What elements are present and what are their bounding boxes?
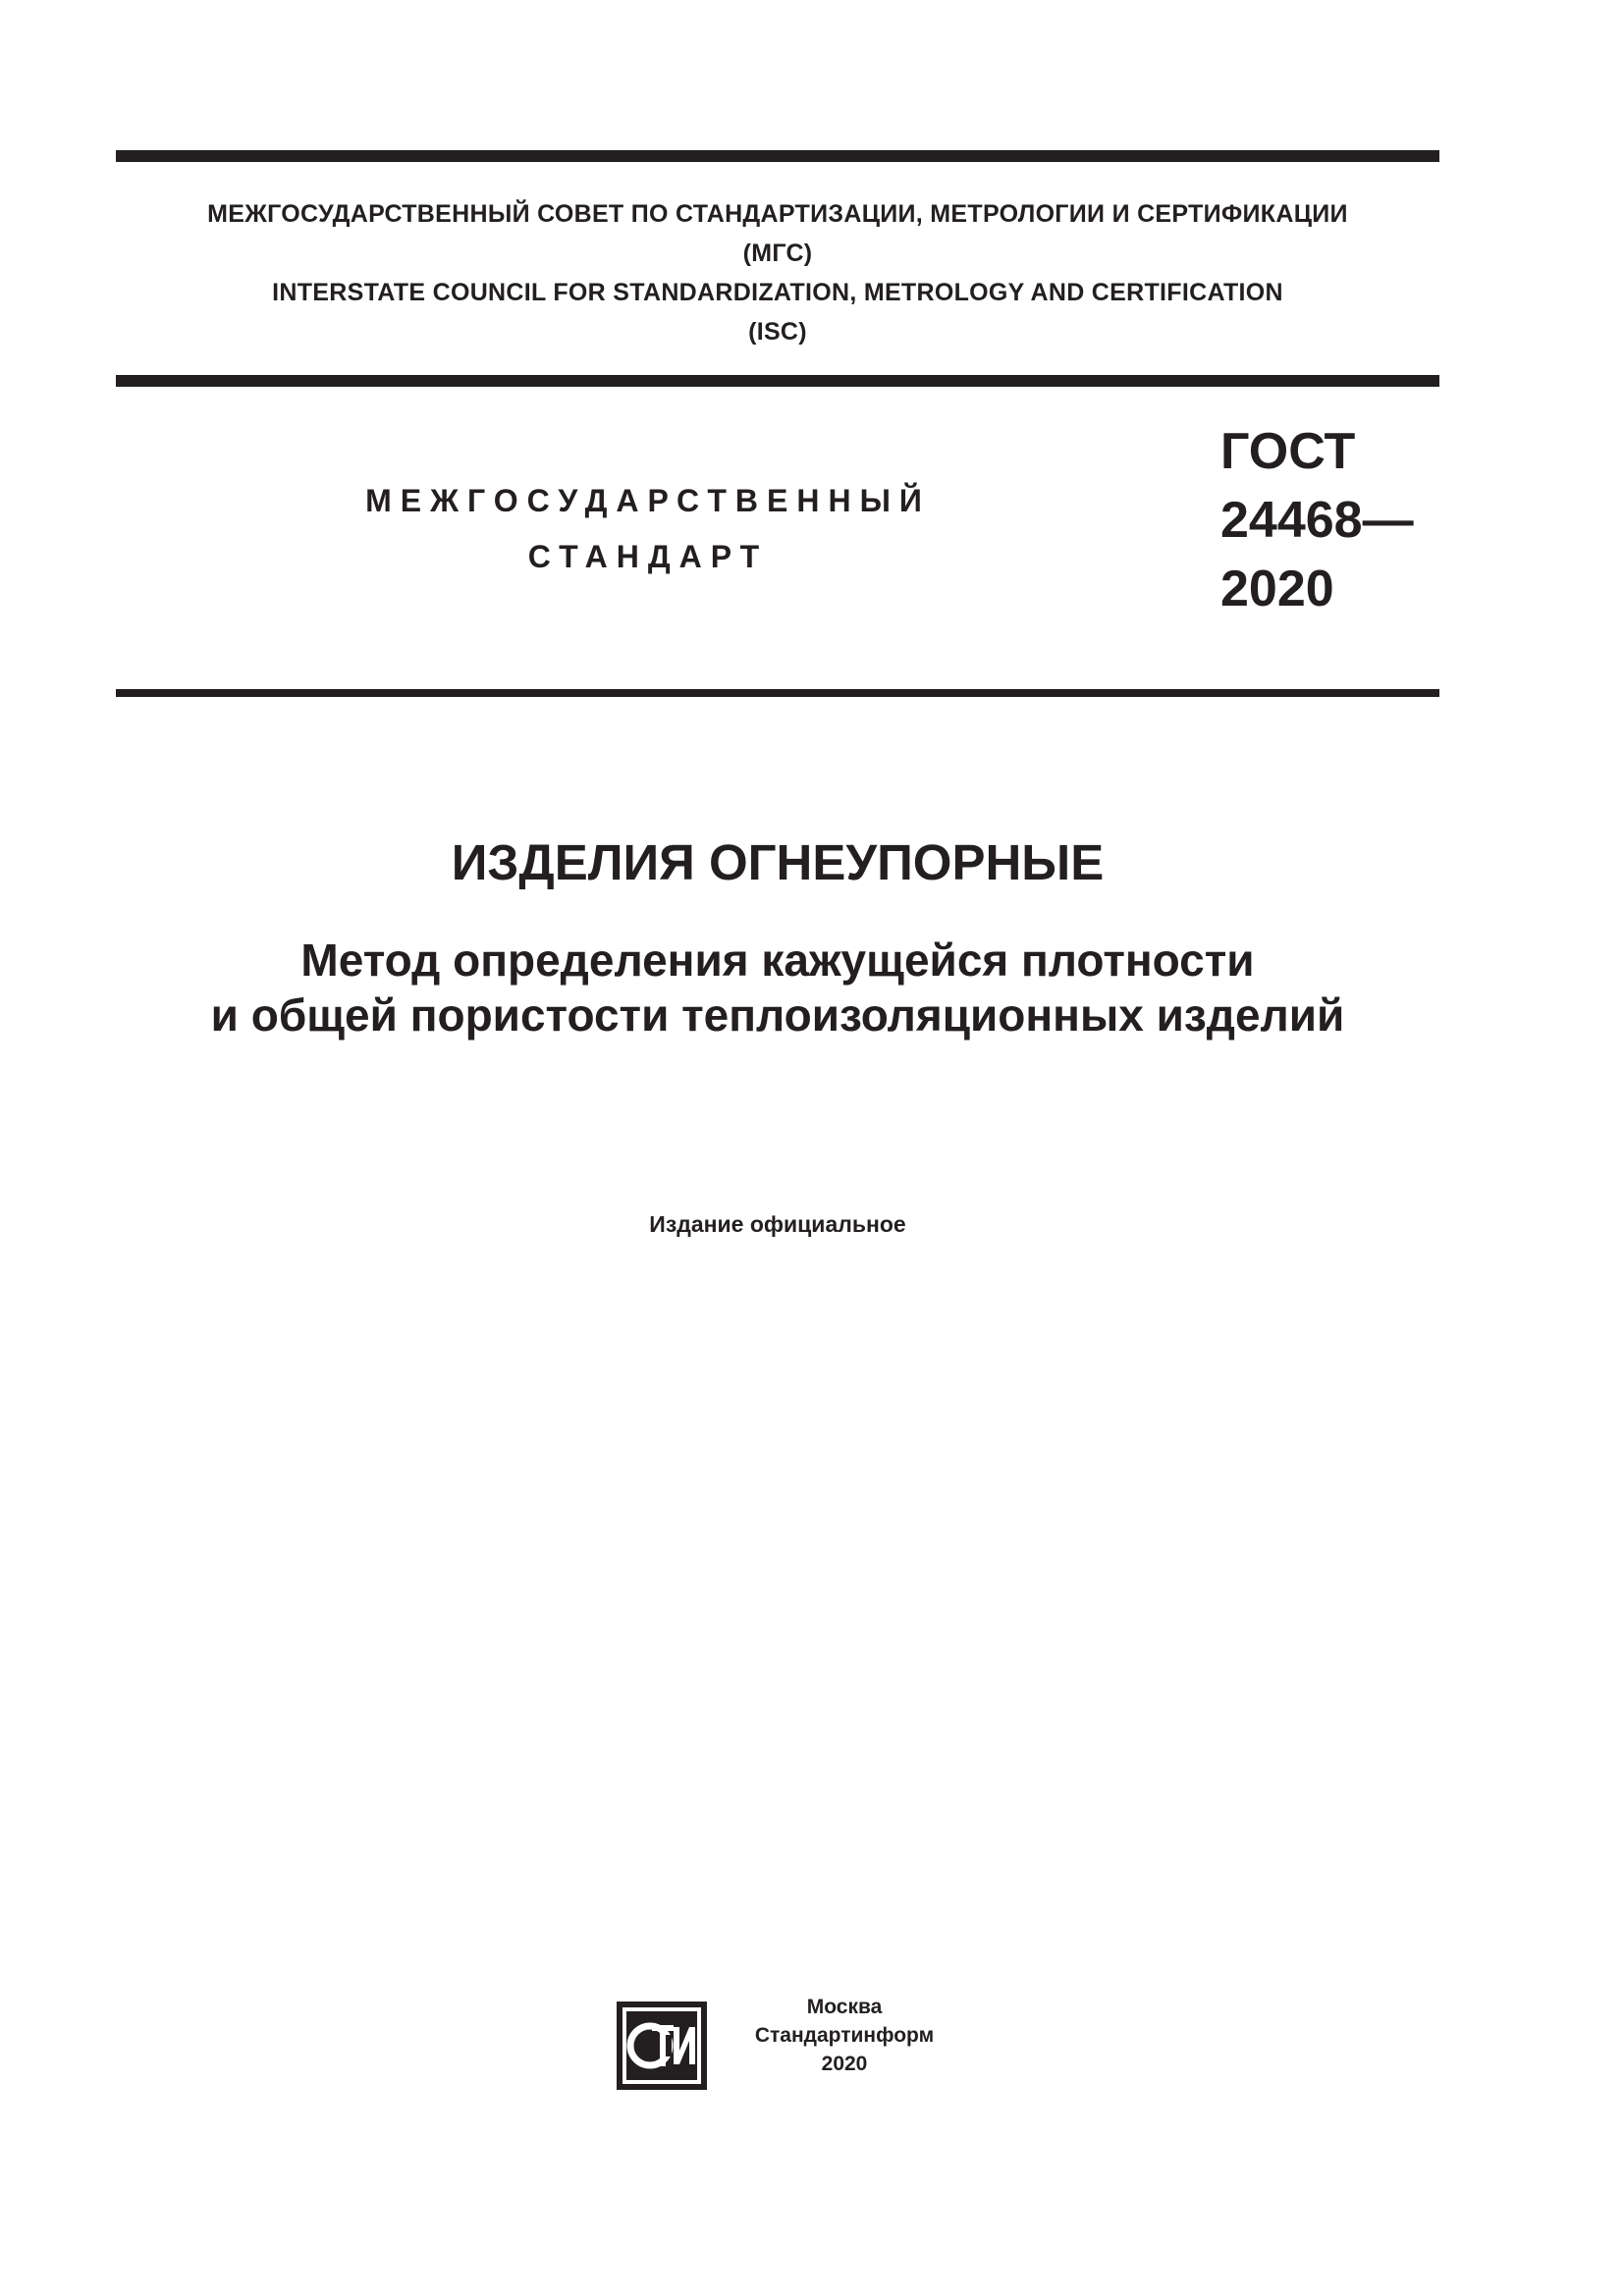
imprint-year: 2020 xyxy=(821,2053,868,2075)
document-title: ИЗДЕЛИЯ ОГНЕУПОРНЫЕ xyxy=(451,834,1105,890)
bottom-rule xyxy=(116,689,1439,697)
imprint-city: Москва xyxy=(806,1996,883,2018)
standard-kind-line2: СТАНДАРТ xyxy=(527,539,769,574)
middle-rule xyxy=(116,375,1439,387)
standard-designation xyxy=(1220,417,1414,623)
subtitle-line1: Метод определения кажущейся плотности xyxy=(300,934,1255,986)
imprint-publisher: Стандартинформ xyxy=(754,2024,935,2047)
council-name-en: INTERSTATE COUNCIL FOR STANDARDIZATION, METROLOGY AND CERTIFICATION xyxy=(272,279,1283,306)
council-header xyxy=(116,194,1439,351)
council-name-ru: МЕЖГОСУДАРСТВЕННЫЙ СОВЕТ ПО СТАНДАРТИЗАЦИИ, МЕТРОЛОГИИ И СЕРТИФИКАЦИИ xyxy=(207,200,1348,228)
subtitle-line2: и общей пористости теплоизоляционных изделий xyxy=(210,989,1345,1041)
standard-kind-line1: МЕЖГОСУДАРСТВЕННЫЙ xyxy=(365,483,931,518)
imprint xyxy=(717,1993,972,2078)
standard-kind xyxy=(334,473,962,585)
designation-number: 24468— xyxy=(1220,492,1414,549)
council-abbr-en: (ISC) xyxy=(748,318,807,346)
designation-year: 2020 xyxy=(1220,561,1334,617)
document-subtitle xyxy=(116,933,1439,1042)
designation-prefix: ГОСТ xyxy=(1220,423,1356,480)
edition-note: Издание официальное xyxy=(649,1211,906,1237)
top-rule xyxy=(116,150,1439,162)
standartinform-logo-icon xyxy=(615,2000,709,2092)
council-abbr-ru: (МГС) xyxy=(742,240,813,267)
